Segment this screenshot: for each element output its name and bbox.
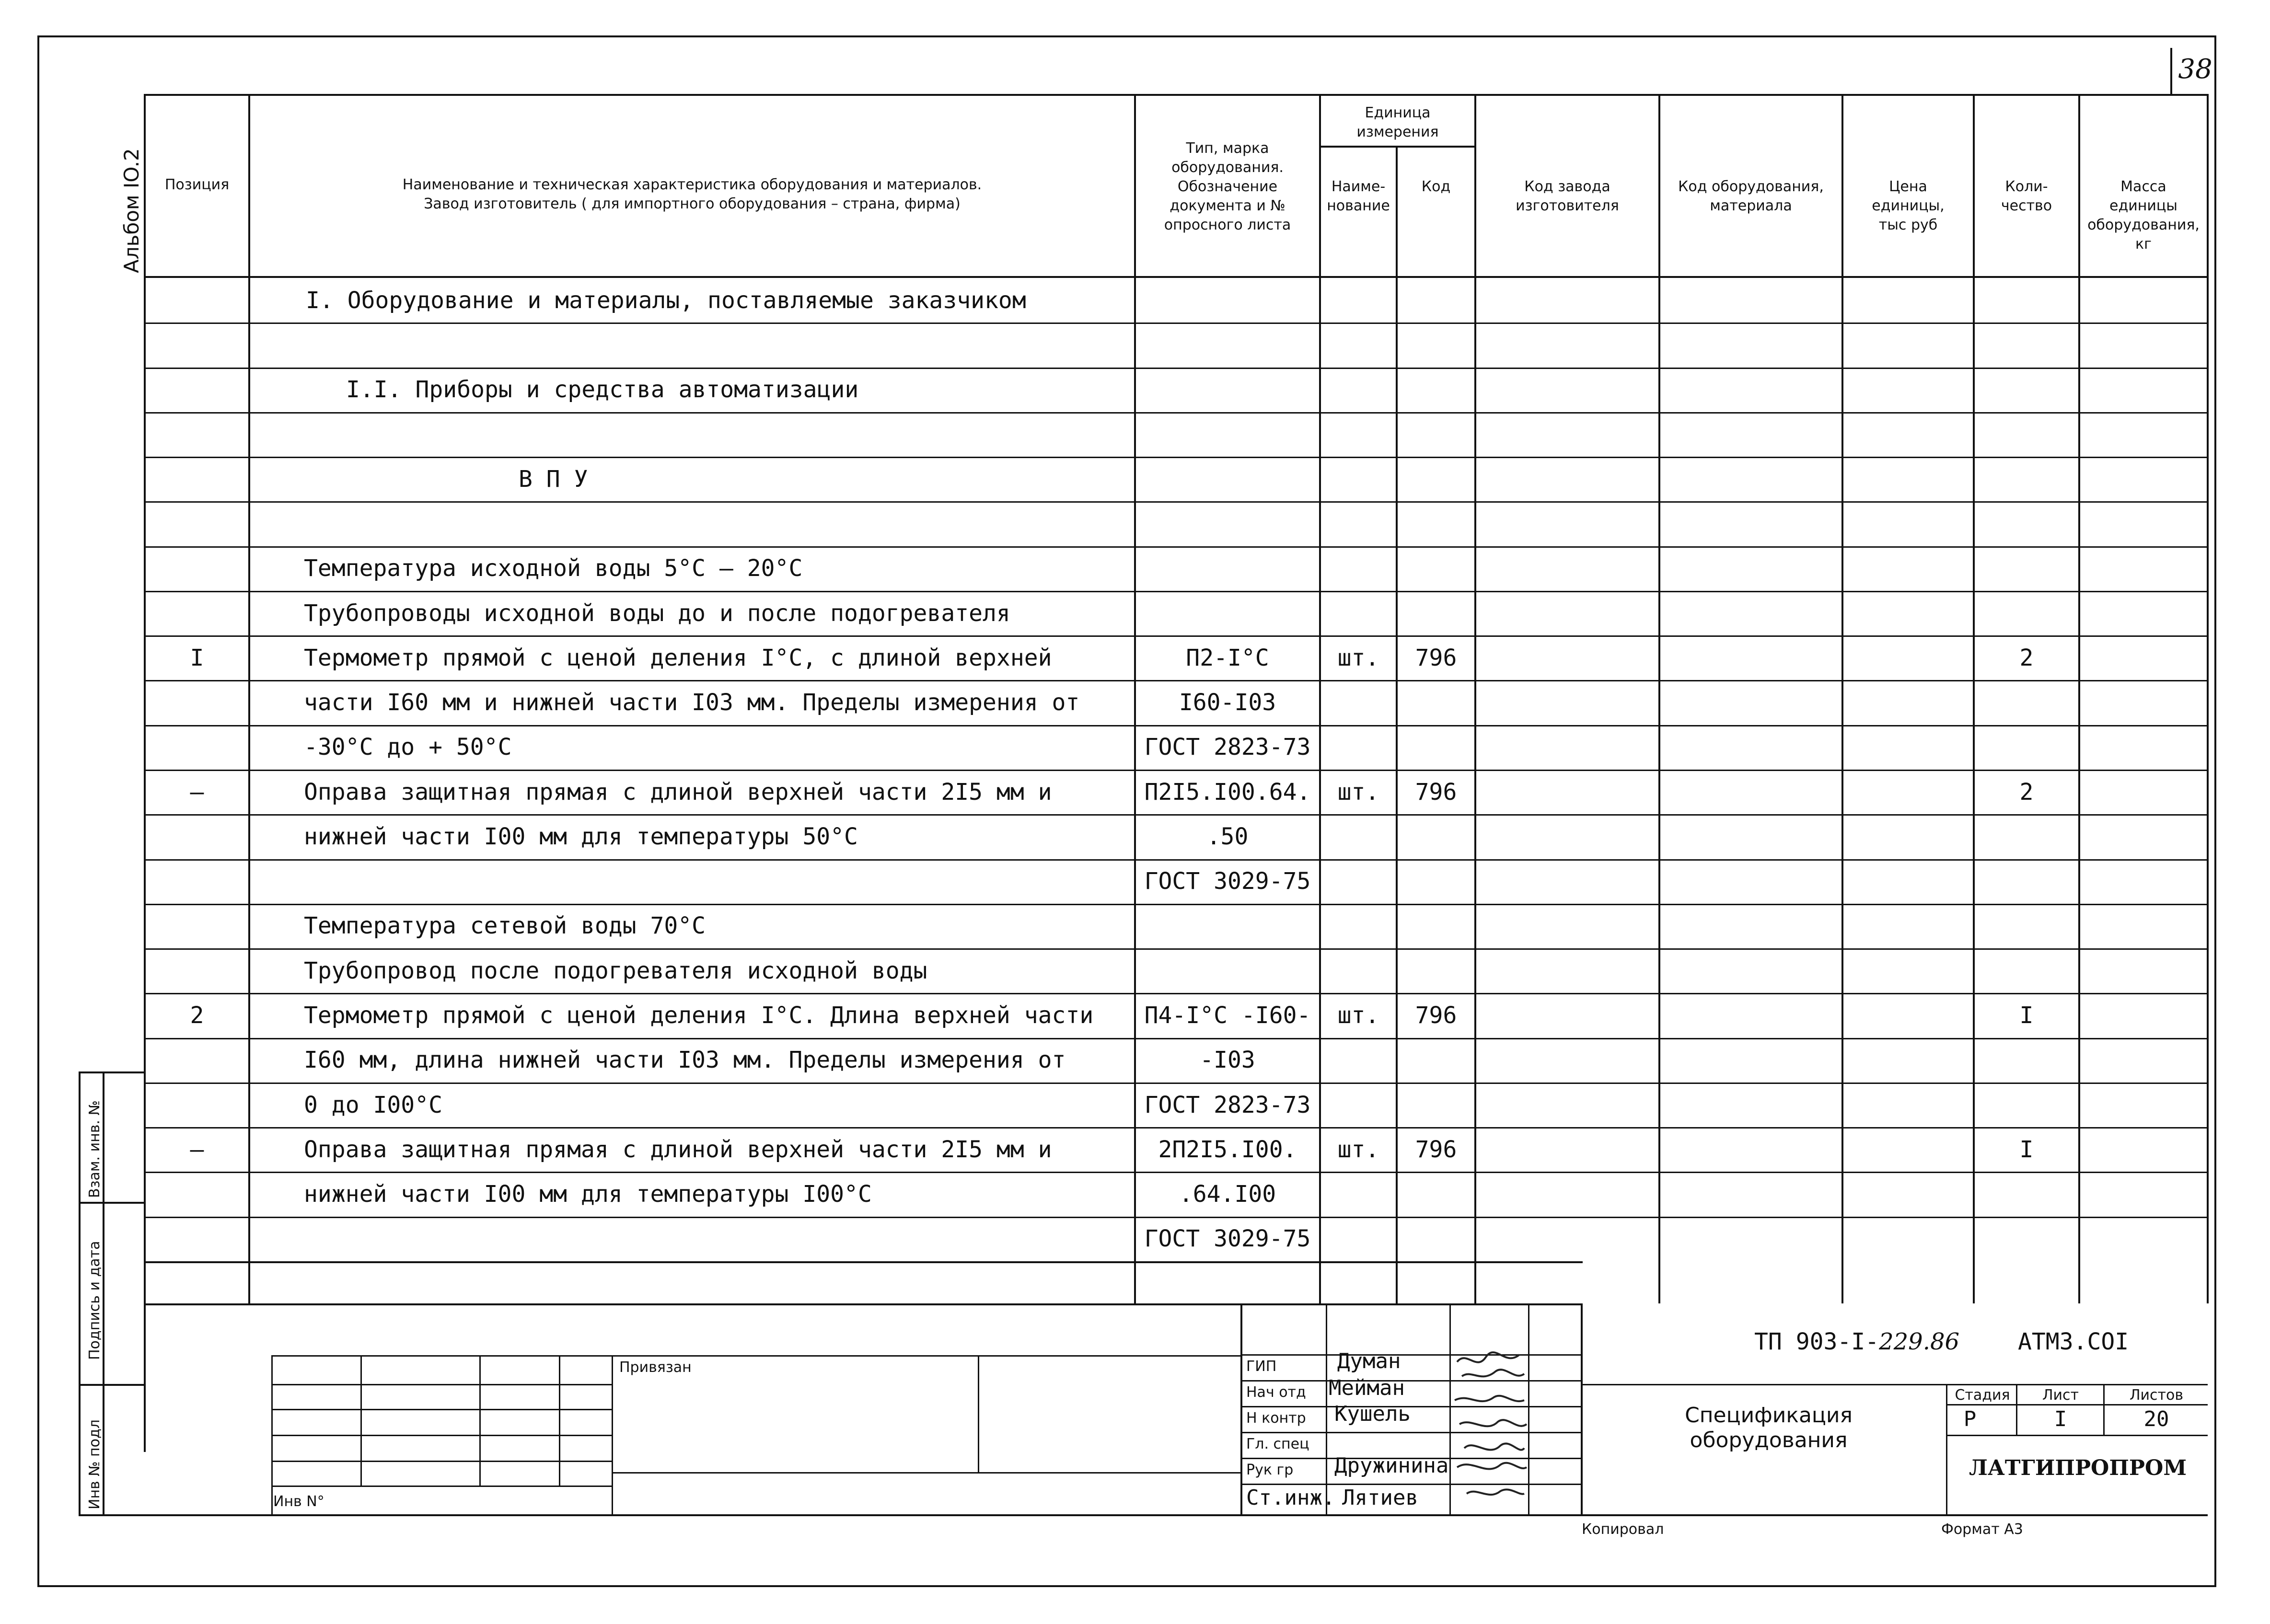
header-unit-code: Код bbox=[1421, 178, 1451, 195]
stamp-inv-podl: Инв № подл bbox=[86, 1419, 103, 1509]
title-h3 bbox=[1946, 1435, 2208, 1436]
doc-code bbox=[1754, 1328, 1959, 1355]
doc-title: Спецификация оборудования bbox=[1685, 1403, 1853, 1452]
priv-v1 bbox=[271, 1355, 273, 1514]
role-gip: ГИП bbox=[1246, 1358, 1277, 1375]
cell-type-mark: П4-I°С -I60- bbox=[1144, 1002, 1311, 1029]
cell-name: Трубопроводы исходной воды до и после подогревателя bbox=[304, 600, 1010, 627]
priv-v3 bbox=[479, 1355, 481, 1486]
sheets-value: 20 bbox=[2143, 1407, 2169, 1431]
signatures bbox=[1452, 1304, 1529, 1515]
col-line-6 bbox=[1658, 94, 1660, 1303]
role-st-inzh: Ст.инж. bbox=[1246, 1486, 1335, 1510]
col-line-9 bbox=[2078, 94, 2080, 1303]
stage-label: Стадия bbox=[1955, 1387, 2010, 1404]
sig-v4 bbox=[1581, 1303, 1583, 1514]
role-nach-otd: Нач отд bbox=[1246, 1384, 1306, 1401]
row-divider bbox=[144, 322, 2208, 324]
priv-v5 bbox=[612, 1355, 613, 1514]
col-line-10 bbox=[2207, 94, 2209, 1303]
cell-quantity: I bbox=[2019, 1002, 2034, 1029]
header-unit-group: Единица измерения bbox=[1356, 104, 1439, 140]
header-type-mark: Тип, марка оборудования. Обозначение документа и № опросного листа bbox=[1164, 140, 1291, 233]
cell-unit-name: шт. bbox=[1337, 779, 1379, 806]
role-ruk-gr: Рук гр bbox=[1246, 1462, 1294, 1478]
row-divider bbox=[144, 368, 2208, 369]
cell-type-mark: .64.I00 bbox=[1179, 1181, 1276, 1208]
name-kushel: Кушель bbox=[1334, 1402, 1411, 1426]
cell-unit-code: 796 bbox=[1415, 1002, 1457, 1029]
stamp-div-1 bbox=[79, 1202, 144, 1204]
stamp-top bbox=[79, 1071, 144, 1073]
col-line-8 bbox=[1973, 94, 1975, 1303]
row-divider bbox=[144, 680, 2208, 681]
inv-no-label: Инв N° bbox=[273, 1493, 324, 1510]
cell-type-mark: -I03 bbox=[1200, 1047, 1255, 1073]
stamp-left bbox=[79, 1071, 81, 1516]
cell-name: части I60 мм и нижней части I03 мм. Пределы измерения от bbox=[304, 689, 1080, 716]
header-unit-name: Наиме- нование bbox=[1327, 178, 1390, 214]
cell-unit-code: 796 bbox=[1415, 779, 1457, 806]
header-equipment-code: Код оборудования, материала bbox=[1678, 178, 1824, 214]
cell-type-mark: П2-I°С bbox=[1186, 645, 1269, 671]
row-divider bbox=[144, 1217, 2208, 1218]
privyazan-label: Привязан bbox=[619, 1359, 692, 1376]
sig-h3 bbox=[1241, 1406, 1582, 1407]
cell-type-mark: ГОСТ 2823-73 bbox=[1144, 734, 1311, 760]
title-h1 bbox=[1582, 1384, 2208, 1385]
col-line-5 bbox=[1474, 94, 1476, 1303]
frame-top bbox=[37, 35, 2215, 37]
cell-name: Оправа защитная прямая с длиной верхней части 2I5 мм и bbox=[304, 779, 1052, 806]
row-divider bbox=[144, 770, 2208, 771]
row-divider bbox=[144, 1038, 2208, 1039]
cell-position: I bbox=[190, 645, 204, 671]
bottom-line bbox=[79, 1514, 2208, 1516]
album-label: Альбом IO.2 bbox=[120, 148, 143, 273]
cell-unit-name: шт. bbox=[1337, 645, 1379, 671]
cell-position: – bbox=[190, 1136, 204, 1163]
row-divider bbox=[144, 814, 2208, 816]
col-line-3 bbox=[1319, 94, 1321, 1303]
sheet-label: Лист bbox=[2042, 1387, 2079, 1404]
cell-quantity: 2 bbox=[2019, 779, 2034, 806]
priv-v2 bbox=[360, 1355, 362, 1486]
cell-name: нижней части I00 мм для температуры 50°С bbox=[304, 823, 858, 850]
doc-code-prefix: ТП 903-I- bbox=[1754, 1328, 1879, 1355]
cell-name: нижней части I00 мм для температуры I00°С bbox=[304, 1181, 872, 1208]
sheet-number: 38 bbox=[2178, 54, 2212, 85]
sheet-number-box bbox=[2170, 48, 2172, 95]
cell-name: 0 до I00°С bbox=[304, 1092, 442, 1118]
col-line-0 bbox=[144, 94, 146, 1452]
cell-type-mark: ГОСТ 2823-73 bbox=[1144, 1092, 1311, 1118]
stamp-podpis: Подпись и дата bbox=[86, 1241, 103, 1360]
name-duman: Думан bbox=[1337, 1349, 1401, 1373]
priv-h2 bbox=[271, 1409, 613, 1410]
sig-v0 bbox=[1240, 1303, 1242, 1514]
cell-name: Температура исходной воды 5°С – 20°С bbox=[304, 555, 803, 582]
organization: ЛАТГИПРОПРОМ bbox=[1969, 1456, 2187, 1480]
cell-name: I.I. Приборы и средства автоматизации bbox=[346, 376, 859, 403]
row-divider bbox=[144, 412, 2208, 414]
sig-v2 bbox=[1449, 1303, 1451, 1514]
header-factory-code: Код завода изготовителя bbox=[1516, 178, 1619, 214]
row-divider bbox=[144, 591, 2208, 592]
header-mass: Масса единицы оборудования, кг bbox=[2087, 178, 2200, 253]
stamp-div-2 bbox=[79, 1384, 144, 1386]
format-label: Формат А3 bbox=[1941, 1521, 2023, 1538]
row-divider bbox=[144, 635, 2208, 637]
cell-type-mark: ГОСТ 3029-75 bbox=[1144, 868, 1311, 895]
sig-h1 bbox=[1241, 1354, 1582, 1356]
sig-v1 bbox=[1326, 1303, 1327, 1514]
title-v1 bbox=[1946, 1384, 1947, 1514]
cell-position: 2 bbox=[190, 1002, 204, 1029]
row-divider bbox=[144, 1172, 2208, 1173]
name-meiman: Мейман bbox=[1329, 1376, 1405, 1400]
sig-h4 bbox=[1241, 1432, 1582, 1433]
cell-name: -30°С до + 50°С bbox=[304, 734, 512, 760]
priv-h5 bbox=[271, 1486, 613, 1487]
cell-type-mark: ГОСТ 3029-75 bbox=[1144, 1225, 1311, 1252]
name-lyatiev: Лятиев bbox=[1342, 1486, 1418, 1510]
table-bottom-2 bbox=[144, 1303, 1241, 1305]
role-gl-spec: Гл. спец bbox=[1246, 1436, 1309, 1452]
stage-value: Р bbox=[1963, 1407, 1977, 1431]
row-divider bbox=[144, 725, 2208, 726]
header-position: Позиция bbox=[164, 176, 230, 193]
priv-h6 bbox=[613, 1472, 1241, 1474]
unit-group-divider bbox=[1319, 146, 1476, 148]
cell-type-mark: I60-I03 bbox=[1179, 689, 1276, 716]
cell-type-mark: .50 bbox=[1206, 823, 1249, 850]
title-v3 bbox=[2103, 1384, 2105, 1435]
cell-name: Термометр прямой с ценой деления I°С, с длиной верхней bbox=[304, 645, 1052, 671]
name-druzhinina: Дружинина bbox=[1334, 1453, 1449, 1478]
title-h2 bbox=[1946, 1404, 2208, 1405]
frame-right bbox=[2214, 35, 2216, 1587]
cell-name: I. Оборудование и материалы, поставляемые заказчиком bbox=[306, 287, 1026, 314]
cell-unit-name: шт. bbox=[1337, 1136, 1379, 1163]
row-divider bbox=[144, 1127, 2208, 1129]
row-divider bbox=[144, 904, 2208, 905]
row-divider bbox=[144, 993, 2208, 994]
doc-code-hand: 229.86 bbox=[1879, 1328, 1960, 1355]
row-divider bbox=[144, 1083, 2208, 1084]
row-divider bbox=[144, 859, 2208, 861]
cell-unit-code: 796 bbox=[1415, 1136, 1457, 1163]
sig-top bbox=[1241, 1303, 1582, 1305]
cell-quantity: I bbox=[2019, 1136, 2034, 1163]
cell-unit-code: 796 bbox=[1415, 645, 1457, 671]
sheets-label: Листов bbox=[2129, 1387, 2184, 1404]
cell-type-mark: 2П2I5.I00. bbox=[1158, 1136, 1297, 1163]
col-line-7 bbox=[1841, 94, 1843, 1303]
header-price: Цена единицы, тыс руб bbox=[1872, 178, 1945, 233]
stamp-vzam: Взам. инв. № bbox=[86, 1100, 103, 1198]
priv-h4 bbox=[271, 1461, 613, 1462]
cell-quantity: 2 bbox=[2019, 645, 2034, 671]
cell-name: Температура сетевой воды 70°С bbox=[304, 912, 706, 939]
sig-h2 bbox=[1241, 1380, 1582, 1382]
role-n-kontr: Н контр bbox=[1246, 1410, 1306, 1427]
cell-name: Оправа защитная прямая с длиной верхней части 2I5 мм и bbox=[304, 1136, 1052, 1163]
priv-v4 bbox=[559, 1355, 560, 1486]
table-bottom bbox=[144, 1261, 1583, 1263]
table-top bbox=[144, 94, 2208, 96]
priv-h1 bbox=[271, 1384, 613, 1385]
row-divider bbox=[144, 501, 2208, 503]
header-name: Наименование и техническая характеристика оборудования и материалов. Завод изготовитель ( для импортного оборудования – страна, фирма) bbox=[402, 176, 982, 212]
doc-code-suffix: АТМЗ.СОI bbox=[2018, 1328, 2129, 1355]
cell-type-mark: П2I5.I00.64. bbox=[1144, 779, 1311, 806]
priv-h3 bbox=[271, 1435, 613, 1436]
priv-v6 bbox=[978, 1355, 979, 1473]
cell-unit-name: шт. bbox=[1337, 1002, 1379, 1029]
kopiroval-label: Копировал bbox=[1582, 1521, 1664, 1538]
header-quantity: Коли- чество bbox=[2001, 178, 2052, 214]
frame-bottom bbox=[37, 1585, 2215, 1587]
cell-name: В П У bbox=[519, 466, 588, 493]
cell-name: Термометр прямой с ценой деления I°С. Длина верхней части bbox=[304, 1002, 1094, 1029]
cell-name: I60 мм, длина нижней части I03 мм. Пределы измерения от bbox=[304, 1047, 1066, 1073]
cell-name: Трубопровод после подогревателя исходной воды bbox=[304, 957, 927, 984]
title-v2 bbox=[2016, 1384, 2017, 1435]
cell-position: – bbox=[190, 779, 204, 806]
row-divider bbox=[144, 948, 2208, 950]
priv-top bbox=[271, 1355, 1241, 1357]
row-divider bbox=[144, 457, 2208, 458]
row-divider bbox=[144, 546, 2208, 548]
frame-left bbox=[37, 35, 39, 1587]
header-bottom bbox=[144, 276, 2208, 278]
sheet-value: I bbox=[2054, 1407, 2067, 1431]
